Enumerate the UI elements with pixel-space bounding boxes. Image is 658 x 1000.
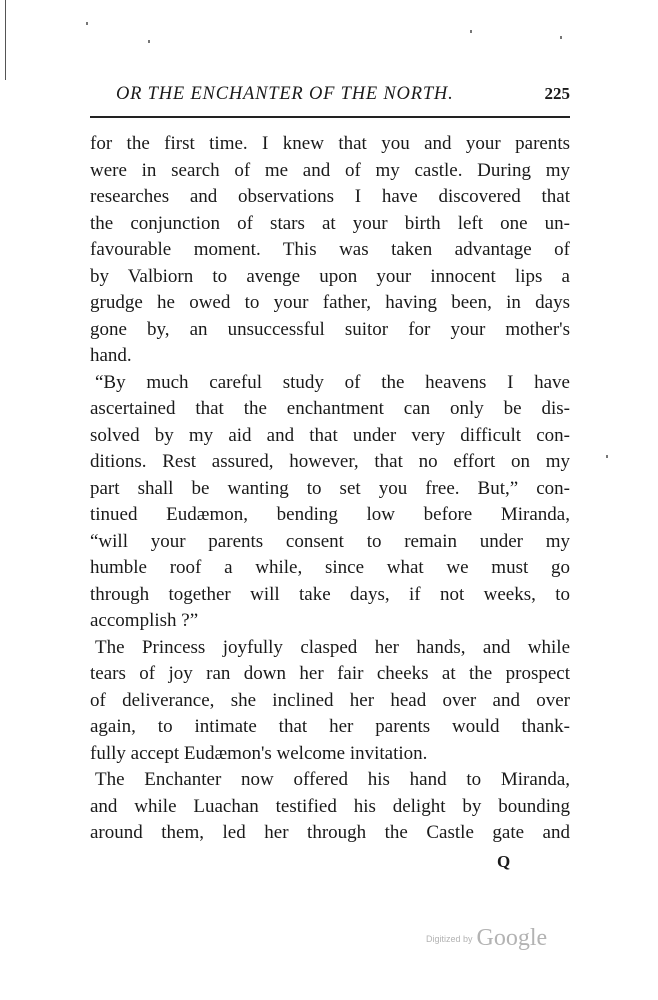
scan-speck (560, 36, 562, 39)
text-line: around them, led her through the Castle gate and (90, 822, 570, 843)
text-line: fully accept Eudæmon's welcome invitation. (90, 742, 428, 764)
scan-speck (86, 22, 88, 25)
scan-speck (470, 30, 472, 33)
text-line: ditions. Rest assured, however, that no effort on my (90, 451, 570, 472)
text-line: again, to intimate that her parents would thank- (90, 716, 570, 737)
watermark-small-text: Digitized by (426, 934, 473, 944)
text-line: of deliverance, she inclined her head over and over (90, 689, 570, 711)
text-line: accomplish ?” (90, 610, 199, 631)
watermark-logo-text: Google (476, 925, 548, 951)
header-rule (90, 116, 570, 118)
text-line: The Enchanter now offered his hand to Miranda, (95, 769, 570, 790)
page-body (90, 131, 570, 847)
text-line: through together will take days, if not weeks, to (90, 583, 570, 605)
signature-mark: Q (497, 852, 511, 871)
text-line: tears of joy ran down her fair cheeks at the prospect (90, 663, 570, 684)
text-line: researches and observations I have discovered that (90, 186, 570, 207)
text-line: part shall be wanting to set you free. But,” con- (90, 477, 570, 499)
text-line: and while Luachan testified his delight by bounding (90, 795, 570, 817)
scan-speck (148, 40, 150, 43)
text-line: grudge he owed to your father, having been, in days (90, 292, 570, 313)
text-line: solved by my aid and that under very difficult con- (90, 424, 570, 446)
text-line: “By much careful study of the heavens I have (95, 371, 570, 393)
text-line: ascertained that the enchantment can only be dis- (90, 398, 570, 419)
text-line: The Princess joyfully clasped her hands, and while (95, 636, 570, 658)
text-line: favourable moment. This was taken advantage of (90, 239, 570, 260)
scan-speck (606, 455, 608, 458)
text-line: humble roof a while, since what we must go (90, 557, 570, 578)
text-line: were in search of me and of my castle. During my (90, 159, 570, 181)
digitized-watermark (426, 925, 547, 952)
running-header (90, 84, 570, 110)
text-line: hand. (90, 345, 132, 366)
text-line: the conjunction of stars at your birth left one un- (90, 212, 570, 234)
text-line: by Valbiorn to avenge upon your innocent lips a (90, 265, 570, 287)
page-edge-line (5, 0, 6, 80)
page-number: 225 (544, 84, 570, 103)
text-line: for the first time. I knew that you and your parents (90, 133, 570, 154)
text-line: gone by, an unsuccessful suitor for your mother's (90, 318, 570, 340)
running-title: OR THE ENCHANTER OF THE NORTH. (116, 84, 454, 104)
text-line: “will your parents consent to remain under my (90, 530, 570, 552)
text-line: tinued Eudæmon, bending low before Miranda, (90, 504, 570, 525)
